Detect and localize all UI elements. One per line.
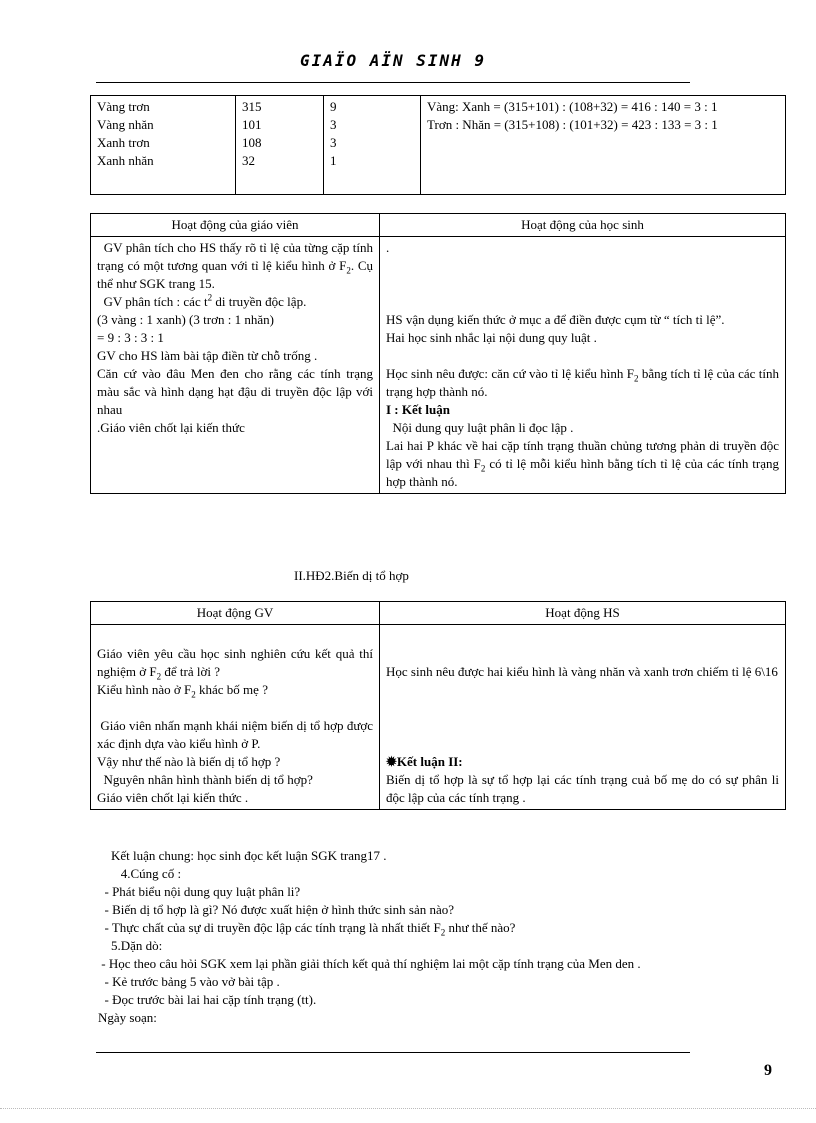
footer-divider [96, 1052, 690, 1053]
table-header-row [91, 214, 786, 237]
closing-line-5: - Thực chất của sự di truyền độc lập các tính trạng là nhất thiết $F_2$ như thế nào? [104, 920, 516, 938]
table-header-row [91, 602, 786, 625]
ratio-3: 3 [330, 135, 337, 150]
activity-table-2 [90, 601, 786, 810]
count-1: 315 [242, 99, 262, 114]
count-2: 101 [242, 117, 262, 132]
page-bottom-border [0, 1108, 816, 1109]
phenotype-2: Vàng nhăn [97, 117, 154, 132]
gv2-text-2: Kiểu hình nào ở $F_2$ khác bố mẹ ? [97, 682, 268, 700]
hs2-text-1: Học sinh nêu được hai kiểu hình là vàng nhăn và xanh trơn chiếm tỉ lệ 6\16 [386, 664, 778, 679]
gv-text-5: GV cho HS làm bài tập điền từ chỗ trống . [97, 348, 318, 363]
gv-text-6: Căn cứ vào đâu Men đen cho rằng các tính trạng màu sắc và hình dạng hạt đậu di truyền độc lập với nhau [97, 366, 373, 417]
student-activity-cell [380, 237, 786, 494]
table-row [91, 96, 786, 195]
hs-text-5: Nội dung quy luật phân li đọc lập . [392, 420, 574, 435]
gv-text-7: .Giáo viên chốt lại kiến thức [97, 420, 245, 435]
conclusion-heading: I : Kết luận [386, 402, 450, 417]
phenotype-3: Xanh trơn [97, 135, 150, 150]
analysis-color: Vàng: Xanh = (315+101) : (108+32) = 416 : 140 = 3 : 1 [427, 99, 718, 114]
results-table [90, 95, 786, 195]
page-number: 9 [764, 1062, 772, 1079]
analysis-cell [421, 96, 786, 195]
closing-line-1: Kết luận chung: học sinh đọc kết luận SGK trang17 . [111, 848, 387, 863]
conclusion-2-heading: ✹Kết luận II: [386, 754, 463, 769]
phenotype-cell [91, 96, 236, 195]
ratio-1: 9 [330, 99, 337, 114]
header-title: GIAÏO AÏN SINH 9 [299, 51, 487, 70]
gv-text-4: = 9 : 3 : 3 : 1 [97, 330, 164, 345]
header-student: Hoạt động HS [380, 602, 786, 625]
gv2-text-5: Nguyên nhân hình thành biến dị tổ hợp? [103, 772, 313, 787]
teacher-activity-cell [91, 237, 380, 494]
header-teacher: Hoạt động GV [91, 602, 380, 625]
section-title: II.HĐ2.Biến dị tổ hợp [294, 568, 409, 583]
closing-line-9: - Đọc trước bài lai hai cặp tính trạng (tt). [104, 992, 317, 1007]
closing-line-6: 5.Dặn dò: [111, 938, 163, 953]
phenotype-1: Vàng trơn [97, 99, 150, 114]
gv2-text-1: Giáo viên yêu cầu học sinh nghiên cứu kết quả thí nghiệm ở $F_2$ để trả lời ? [97, 646, 373, 682]
closing-line-2: 4.Cúng cố : [120, 866, 182, 881]
activity-table-1 [90, 213, 786, 494]
gv-text-2: GV phân tích : các $t^2$ di truyền độc lập. [103, 292, 307, 309]
table-row [91, 625, 786, 810]
closing-line-4: - Biến dị tổ hợp là gì? Nó được xuất hiện ở hình thức sinh sản nào? [104, 902, 455, 917]
ratio-2: 3 [330, 117, 337, 132]
count-3: 108 [242, 135, 262, 150]
count-4: 32 [242, 153, 255, 168]
hs2-text-3: Biến dị tổ hợp là sự tổ hợp lại các tính trạng cuả bố mẹ do có sự phân li độc lập của các tính trạng . [386, 772, 779, 805]
teacher-activity-cell [91, 625, 380, 810]
closing-line-10: Ngày soạn: [98, 1010, 157, 1025]
student-activity-cell [380, 625, 786, 810]
closing-line-8: - Kẻ trước bảng 5 vào vở bài tập . [104, 974, 280, 989]
hs-text-1: HS vận dụng kiến thức ở mục a để điền được cụm từ “ tích tỉ lệ”. [386, 312, 725, 327]
hs-text-6: Lai hai P khác về hai cặp tính trạng thuần chủng tương phản di truyền độc lập với nhau thì $F_2$ có tỉ lệ mỗi kiểu hình bằng tích tỉ lệ của các tính trạng hợp thành nó. [386, 438, 779, 489]
lesson-closing [98, 847, 778, 1027]
analysis-shape: Trơn : Nhăn = (315+108) : (101+32) = 423 : 133 = 3 : 1 [427, 117, 718, 132]
ratio-cell [324, 96, 421, 195]
page-header [96, 48, 690, 83]
hs-text-2: Hai học sinh nhắc lại nội dung quy luật . [386, 330, 597, 345]
gv2-text-4: Vậy như thế nào là biến dị tổ hợp ? [97, 754, 281, 769]
phenotype-4: Xanh nhăn [97, 153, 154, 168]
closing-line-7: - Học theo câu hỏi SGK xem lại phần giải thích kết quả thí nghiệm lai một cặp tính trạng của Men den . [101, 956, 641, 971]
table-row [91, 237, 786, 494]
count-cell [236, 96, 324, 195]
gv-text-3: (3 vàng : 1 xanh) (3 trơn : 1 nhăn) [97, 312, 274, 327]
hs-text-3: Học sinh nêu được: căn cứ vào tỉ lệ kiểu hình $F_2$ bằng tích tỉ lệ của các tính trạng hợp thành nó. [386, 366, 779, 399]
closing-line-3: - Phát biểu nội dung quy luật phân li? [104, 884, 301, 899]
header-student: Hoạt động của học sinh [380, 214, 786, 237]
ratio-4: 1 [330, 153, 337, 168]
gv2-text-3: Giáo viên nhấn mạnh khái niệm biến dị tổ hợp được xác định dựa vào kiểu hình ở P. [97, 718, 374, 751]
gv-text-1: GV phân tích cho HS thấy rõ tỉ lệ của từng cặp tính trạng có một tương quan với tỉ lệ kiểu hình ở $F_2$. Cụ thể như SGK trang 15. [97, 240, 374, 291]
star-bullet-icon: ✹ [386, 754, 397, 769]
header-teacher: Hoạt động của giáo viên [91, 214, 380, 237]
hs-text-0: . [386, 240, 390, 255]
gv2-text-6: Giáo viên chốt lại kiến thức . [97, 790, 249, 805]
